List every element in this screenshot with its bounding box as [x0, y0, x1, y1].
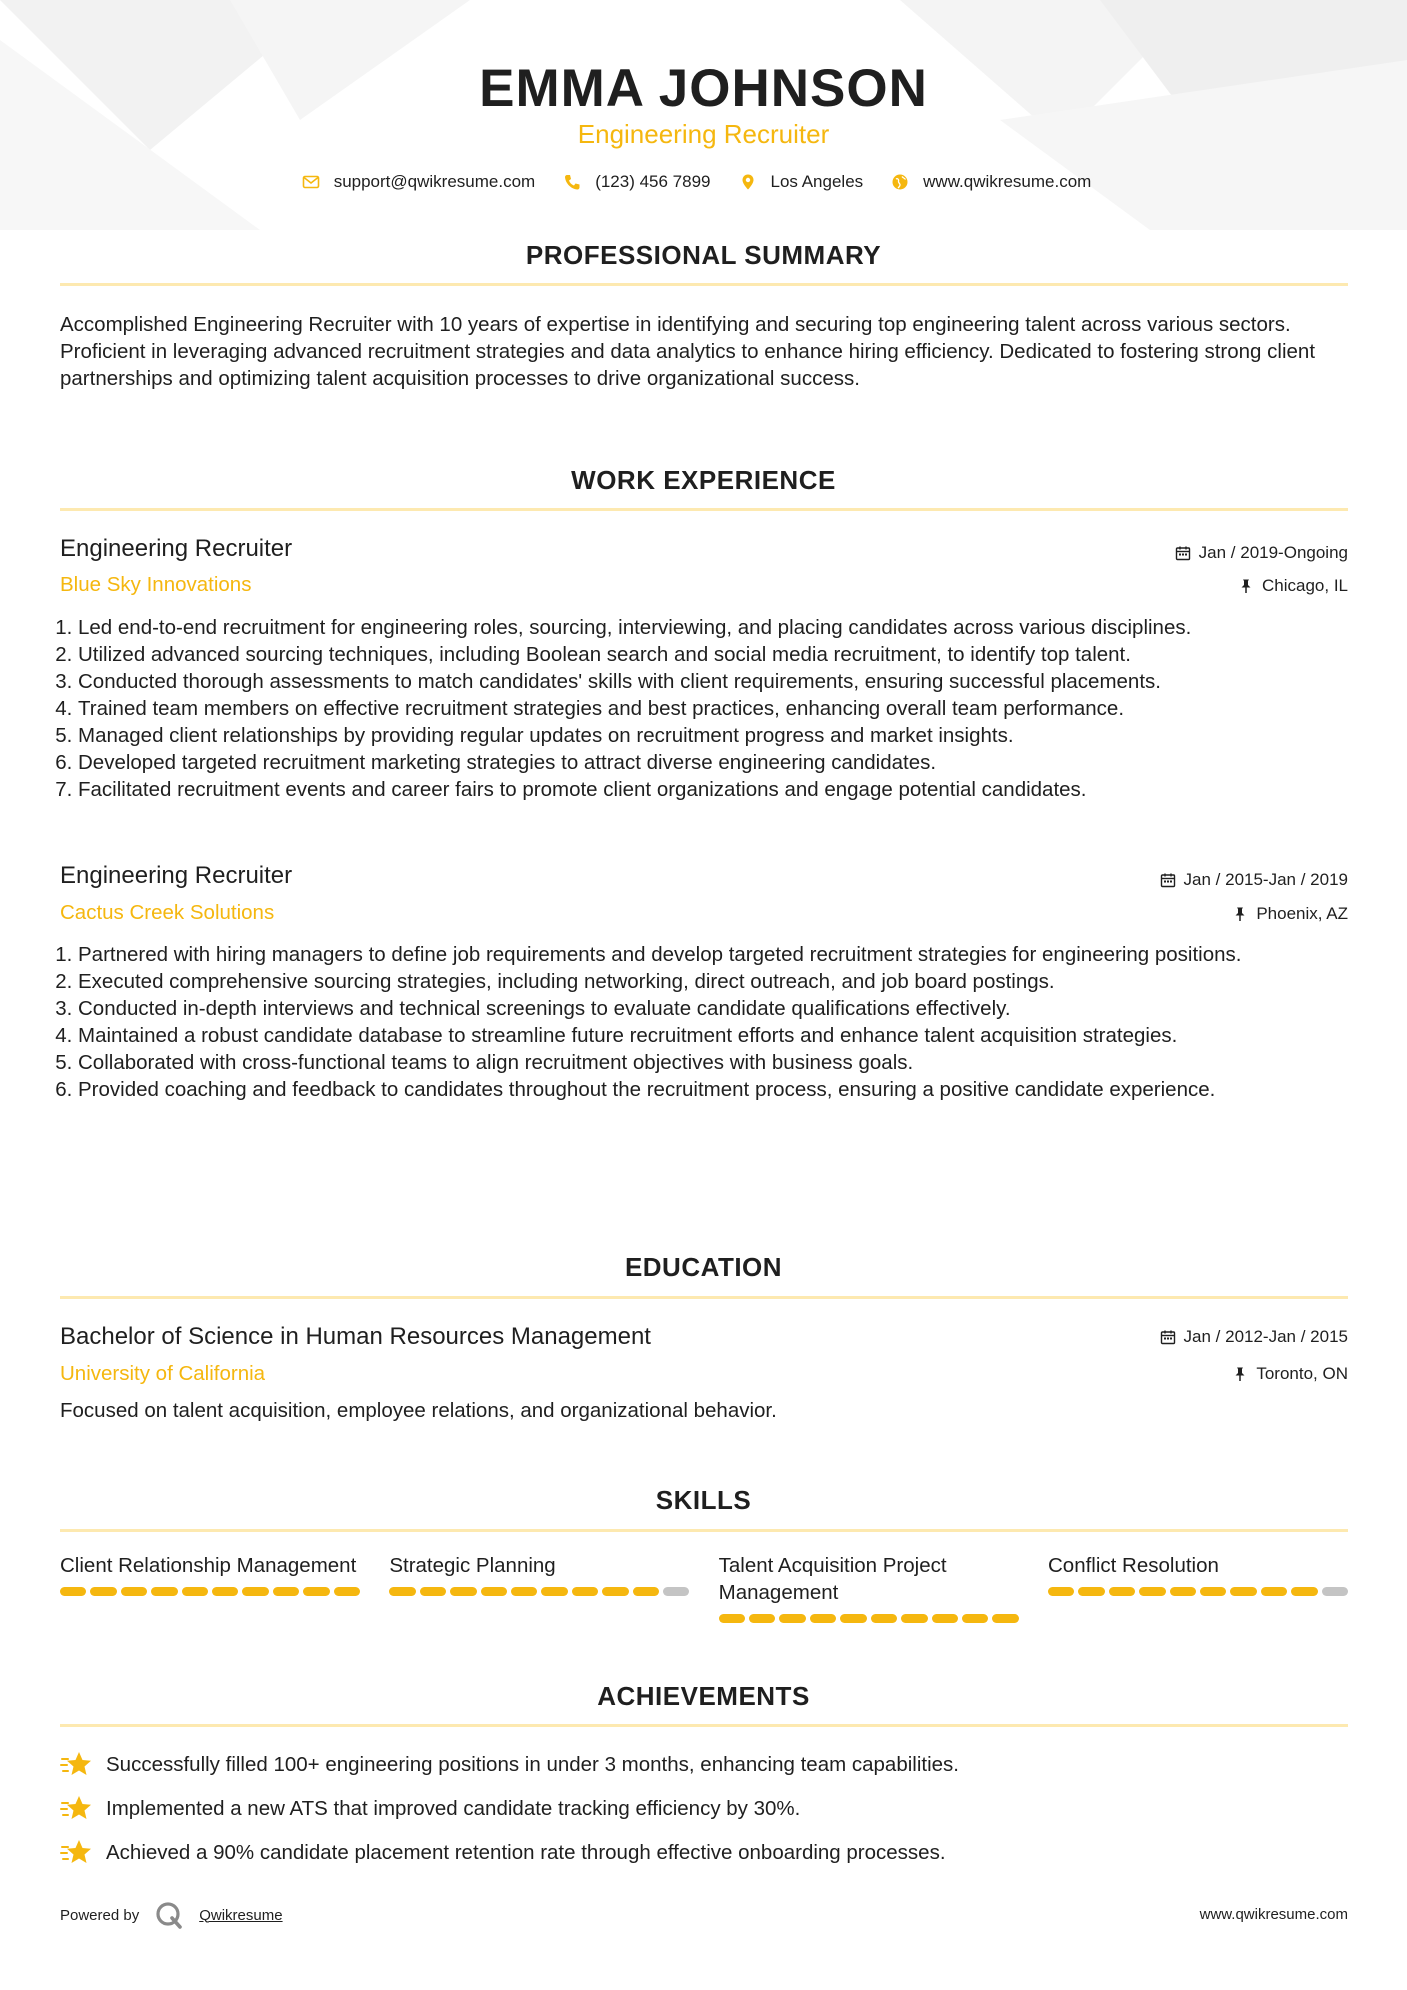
skill-segment-filled	[1139, 1587, 1165, 1596]
skill-segment-filled	[420, 1587, 446, 1596]
education-dates-text: Jan / 2012-Jan / 2015	[1183, 1327, 1348, 1346]
skill-segment-filled	[810, 1614, 836, 1623]
skill-segment-filled	[572, 1587, 598, 1596]
skills-divider	[60, 1529, 1348, 1532]
skill-segment-filled	[481, 1587, 507, 1596]
qwikresume-logo-icon	[153, 1899, 185, 1931]
skill-segment-filled	[1078, 1587, 1104, 1596]
skill-level-bar	[719, 1614, 1019, 1623]
list-item: 3. Conducted thorough assessments to match candidates' skills with client requirements, ensuring successful placements.	[78, 668, 1368, 695]
skill-level-bar	[389, 1587, 689, 1596]
skill-segment-filled	[633, 1587, 659, 1596]
skill-segment-filled	[779, 1614, 805, 1623]
education-location-text: Toronto, ON	[1256, 1364, 1348, 1383]
list-item: 7. Facilitated recruitment events and career fairs to promote client organizations and engage potential candidates.	[78, 776, 1368, 803]
education-divider	[60, 1296, 1348, 1299]
envelope-icon	[302, 173, 320, 191]
skill-segment-filled	[60, 1587, 86, 1596]
experience-heading: WORK EXPERIENCE	[571, 465, 836, 495]
list-item: 4. Trained team members on effective recruitment strategies and best practices, enhancing overall team performance.	[78, 695, 1368, 722]
job-location-text: Chicago, IL	[1262, 576, 1348, 595]
summary-heading: PROFESSIONAL SUMMARY	[525, 240, 882, 270]
achievement-item	[60, 1793, 1348, 1825]
contact-bar	[0, 172, 1407, 192]
star-icon	[60, 1837, 92, 1869]
candidate-name: EMMA JOHNSON	[479, 59, 928, 118]
star-icon	[60, 1749, 92, 1781]
job-location	[1232, 904, 1348, 924]
skill-segment-filled	[1291, 1587, 1317, 1596]
skill-name: Talent Acquisition Project Management	[718, 1554, 947, 1604]
calendar-icon	[1175, 545, 1191, 561]
job-location	[1238, 576, 1348, 596]
pushpin-icon	[1238, 578, 1254, 594]
job-title: Engineering Recruiter	[60, 862, 293, 889]
achievements-divider	[60, 1724, 1348, 1727]
skills-grid	[60, 1552, 1348, 1623]
job-location-text: Phoenix, AZ	[1256, 904, 1348, 923]
skill-segment-filled	[90, 1587, 116, 1596]
skill-segment-filled	[602, 1587, 628, 1596]
contact-location	[739, 172, 864, 192]
contact-phone[interactable]	[563, 172, 710, 192]
skill-segment-filled	[1109, 1587, 1135, 1596]
skill-segment-filled	[121, 1587, 147, 1596]
qwikresume-link[interactable]: Qwikresume	[199, 1906, 283, 1924]
job-duties-list	[60, 941, 1368, 1103]
skill-segment-filled	[1200, 1587, 1226, 1596]
achievement-text: Successfully filled 100+ engineering positions in under 3 months, enhancing team capabilities.	[106, 1753, 959, 1776]
skill-item	[1048, 1552, 1348, 1623]
footer-website[interactable]: www.qwikresume.com	[1199, 1906, 1348, 1923]
calendar-icon	[1160, 1329, 1176, 1345]
skill-segment-filled	[871, 1614, 897, 1623]
list-item: 1. Led end-to-end recruitment for engineering roles, sourcing, interviewing, and placing candidates across various disciplines.	[78, 614, 1368, 641]
skills-heading: SKILLS	[655, 1485, 752, 1515]
skill-segment-filled	[303, 1587, 329, 1596]
list-item: 5. Managed client relationships by providing regular updates on recruitment progress and market insights.	[78, 722, 1368, 749]
skill-item	[389, 1552, 689, 1623]
company-name: Blue Sky Innovations	[60, 573, 252, 596]
list-item: 2. Utilized advanced sourcing techniques, including Boolean search and social media recruitment, to identify top talent.	[78, 641, 1368, 668]
skill-segment-empty	[663, 1587, 689, 1596]
skill-item	[60, 1552, 360, 1623]
summary-divider	[60, 283, 1348, 286]
skill-segment-filled	[1261, 1587, 1287, 1596]
education-dates	[1160, 1327, 1348, 1347]
experience-divider	[60, 508, 1348, 511]
skill-segment-filled	[273, 1587, 299, 1596]
skill-segment-filled	[511, 1587, 537, 1596]
calendar-icon	[1160, 872, 1176, 888]
list-item: 2. Executed comprehensive sourcing strategies, including networking, direct outreach, and job board postings.	[78, 968, 1368, 995]
skill-segment-filled	[541, 1587, 567, 1596]
summary-text: Accomplished Engineering Recruiter with 10 years of expertise in identifying and securing top engineering talent across various sectors. Proficient in leveraging advanced recruitment strategies and data analytics to enhance hiring efficiency. Dedicated to fostering strong client partnerships and optimizing talent acquisition processes to drive organizational success.	[60, 313, 1316, 390]
pushpin-icon	[1232, 1366, 1248, 1382]
skill-segment-filled	[242, 1587, 268, 1596]
skill-segment-filled	[901, 1614, 927, 1623]
contact-website[interactable]	[891, 172, 1091, 192]
education-location	[1232, 1364, 1348, 1384]
company-name: Cactus Creek Solutions	[60, 901, 275, 924]
list-item: 1. Partnered with hiring managers to define job requirements and develop targeted recruitment strategies for engineering positions.	[78, 941, 1368, 968]
skill-segment-filled	[1230, 1587, 1256, 1596]
school-name: University of California	[60, 1362, 266, 1385]
education-heading: EDUCATION	[624, 1252, 783, 1282]
skill-name: Strategic Planning	[389, 1554, 556, 1577]
footer-powered-by	[60, 1899, 283, 1931]
skill-segment-filled	[212, 1587, 238, 1596]
skill-segment-filled	[749, 1614, 775, 1623]
list-item: 5. Collaborated with cross-functional teams to align recruitment objectives with business goals.	[78, 1049, 1368, 1076]
skill-segment-filled	[719, 1614, 745, 1623]
phone-icon	[563, 173, 581, 191]
job-title: Engineering Recruiter	[60, 535, 293, 562]
pushpin-icon	[1232, 906, 1248, 922]
achievement-item	[60, 1749, 1348, 1781]
skill-segment-filled	[334, 1587, 360, 1596]
skill-segment-filled	[992, 1614, 1018, 1623]
candidate-role: Engineering Recruiter	[577, 119, 830, 149]
contact-email-text: support@qwikresume.com	[333, 172, 536, 191]
education-description: Focused on talent acquisition, employee relations, and organizational behavior.	[60, 1399, 777, 1422]
map-pin-icon	[739, 173, 757, 191]
skill-segment-filled	[151, 1587, 177, 1596]
skill-segment-filled	[1048, 1587, 1074, 1596]
skill-segment-filled	[182, 1587, 208, 1596]
list-item: 6. Developed targeted recruitment marketing strategies to attract diverse engineering candidates.	[78, 749, 1368, 776]
contact-location-text: Los Angeles	[770, 172, 864, 191]
job-dates	[1175, 543, 1348, 563]
globe-icon	[891, 173, 909, 191]
star-icon	[60, 1793, 92, 1825]
skill-segment-filled	[962, 1614, 988, 1623]
skill-segment-filled	[450, 1587, 476, 1596]
powered-by-label: Powered by	[60, 1906, 140, 1924]
achievement-item	[60, 1837, 1348, 1869]
skill-level-bar	[1048, 1587, 1348, 1596]
achievement-text: Achieved a 90% candidate placement retention rate through effective onboarding processes.	[106, 1841, 946, 1864]
skill-name: Conflict Resolution	[1047, 1554, 1219, 1577]
job-duties-list	[60, 614, 1368, 803]
skill-segment-filled	[1170, 1587, 1196, 1596]
skill-segment-filled	[389, 1587, 415, 1596]
skill-segment-empty	[1322, 1587, 1348, 1596]
job-dates	[1160, 870, 1348, 890]
list-item: 6. Provided coaching and feedback to candidates throughout the recruitment process, ensuring a positive candidate experience.	[78, 1076, 1368, 1103]
degree-title: Bachelor of Science in Human Resources Management	[60, 1323, 651, 1350]
skill-item	[719, 1552, 1019, 1623]
job-dates-text: Jan / 2015-Jan / 2019	[1183, 870, 1348, 889]
achievements-heading: ACHIEVEMENTS	[597, 1681, 810, 1711]
list-item: 4. Maintained a robust candidate database to streamline future recruitment efforts and enhance talent acquisition strategies.	[78, 1022, 1368, 1049]
contact-phone-text: (123) 456 7899	[595, 172, 711, 191]
achievement-text: Implemented a new ATS that improved candidate tracking efficiency by 30%.	[106, 1797, 801, 1820]
skill-segment-filled	[840, 1614, 866, 1623]
contact-email[interactable]	[302, 172, 536, 192]
skill-name: Client Relationship Management	[60, 1554, 357, 1577]
skill-level-bar	[60, 1587, 360, 1596]
job-dates-text: Jan / 2019-Ongoing	[1198, 543, 1348, 562]
list-item: 3. Conducted in-depth interviews and technical screenings to evaluate candidate qualifications effectively.	[78, 995, 1368, 1022]
contact-website-text: www.qwikresume.com	[923, 172, 1092, 191]
skill-segment-filled	[932, 1614, 958, 1623]
